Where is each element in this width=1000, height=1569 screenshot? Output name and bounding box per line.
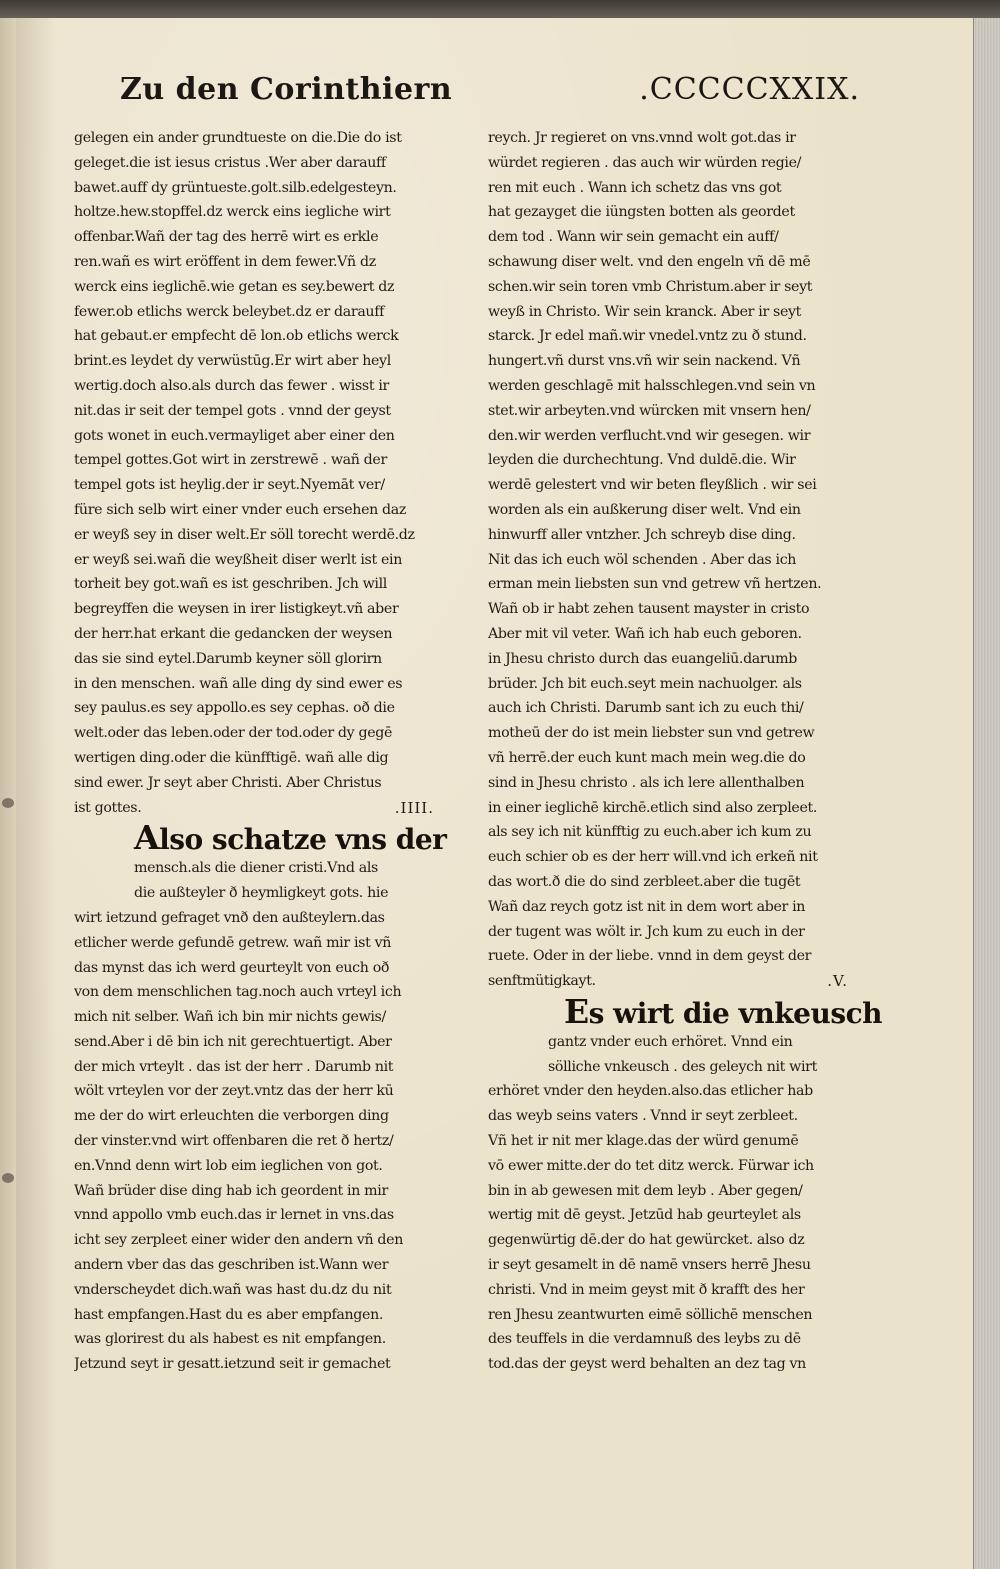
text-line: das wort.ð die do sind zerbleet.aber die tugēt bbox=[488, 873, 801, 890]
text-line: erhöret vnder den heyden.also.das etlicher hab bbox=[488, 1083, 813, 1100]
text-line: hat gebaut.er empfecht dē lon.ob etlichs werck bbox=[74, 328, 399, 345]
text-line: Wañ daz reych gotz ist nit in dem wort aber in bbox=[488, 898, 806, 915]
incipit-text: s wirt die vnkeusch bbox=[588, 996, 882, 1030]
text-line: Wañ brüder dise ding hab ich geordent in mir bbox=[74, 1182, 388, 1199]
text-line: brüder. Jch bit euch.seyt mein nachuolger. als bbox=[488, 675, 802, 692]
text-line: vñ herrē.der euch kunt mach mein weg.die do bbox=[488, 749, 806, 766]
text-line: schen.wir sein toren vmb Christum.aber ir seyt bbox=[488, 278, 813, 295]
text-line: Aber mit vil veter. Wañ ich hab euch geboren. bbox=[488, 625, 802, 642]
right-text-column bbox=[488, 126, 882, 1377]
page-fore-edge bbox=[973, 18, 1000, 1569]
text-line: etlicher werde gefundē getrew. wañ mir ist vñ bbox=[74, 934, 392, 951]
text-line: Jetzund seyt ir gesatt.ietzund seit ir gemachet bbox=[74, 1356, 391, 1373]
text-line: auch ich Christi. Darumb sant ich zu euch thi/ bbox=[488, 700, 804, 717]
indented-line: sölliche vnkeusch . des geleych nit wirt bbox=[548, 1058, 817, 1075]
text-line: hat gezayget die iüngsten botten als geordet bbox=[488, 204, 795, 221]
text-line: ruete. Oder in der liebe. vnnd in dem geyst der bbox=[488, 948, 812, 965]
text-line: motheū der do ist mein liebster sun vnd getrew bbox=[488, 725, 815, 742]
text-line: den.wir werden verflucht.vnd wir gesegen. wir bbox=[488, 427, 811, 444]
text-line: das weyb seins vaters . Vnnd ir seyt zerbleet. bbox=[488, 1108, 798, 1125]
incipit-text: lso schatze vns der bbox=[159, 823, 447, 857]
text-line: weyß in Christo. Wir sein kranck. Aber ir seyt bbox=[488, 303, 802, 320]
text-line: wertigen ding.oder die künfftigē. wañ alle dig bbox=[74, 749, 389, 766]
book-top-edge bbox=[0, 0, 1000, 20]
text-line: sind ewer. Jr seyt aber Christi. Aber Christus bbox=[74, 774, 382, 791]
text-line: ir seyt gesamelt in dē namē vnsers herrē Jhesu bbox=[488, 1257, 811, 1274]
left-text-column bbox=[74, 126, 447, 1377]
text-line: der herr.hat erkant die gedancken der weysen bbox=[74, 625, 393, 642]
text-line: Vñ het ir nit mer klage.das der würd genumē bbox=[488, 1133, 799, 1150]
text-line: hinwurff aller vntzher. Jch schreyb dise ding. bbox=[488, 526, 796, 543]
text-line: als sey ich nit künfftig zu euch.aber ich kum zu bbox=[488, 824, 812, 841]
text-line: er weyß sey in diser welt.Er söll torecht werdē.dz bbox=[74, 526, 415, 543]
text-line: werck eins ieglichē.wie getan es sey.bewert dz bbox=[74, 278, 395, 295]
text-line: mich nit selber. Wañ ich bin mir nichts gewis/ bbox=[74, 1009, 386, 1026]
text-line: gegenwürtig dē.der do hat gewürcket. also dz bbox=[488, 1232, 805, 1249]
text-line: des teuffels in die verdamnuß des leybs zu dē bbox=[488, 1331, 801, 1348]
margin-stain bbox=[2, 1173, 14, 1183]
folio-number: .CCCCCXXIX. bbox=[639, 72, 860, 107]
text-line: in den menschen. wañ alle ding dy sind ewer es bbox=[74, 675, 403, 692]
indented-line: mensch.als die diener cristi.Vnd als bbox=[134, 860, 378, 877]
text-line: stet.wir arbeyten.vnd würcken mit vnsern hen/ bbox=[488, 402, 811, 419]
text-line: schawung diser welt. vnd den engeln vñ dē mē bbox=[488, 253, 811, 270]
text-line: offenbar.Wañ der tag des herrē wirt es erkle bbox=[74, 229, 379, 246]
text-line: me der do wirt erleuchten die verborgen ding bbox=[74, 1108, 389, 1125]
chapter-number: .V. bbox=[827, 972, 848, 991]
text-line: nit.das ir seit der tempel gots . vnnd der geyst bbox=[74, 402, 391, 419]
text-line: wirt ietzund gefraget vnð den außteylern.das bbox=[74, 909, 385, 926]
text-line: send.Aber i dē bin ich nit gerechtuertigt. Aber bbox=[74, 1033, 392, 1050]
text-line: das sie sind eytel.Darumb keyner söll glorirn bbox=[74, 650, 382, 667]
running-head-title: Zu den Corinthiern bbox=[120, 72, 453, 107]
text-line: Wañ ob ir habt zehen tausent mayster in cristo bbox=[488, 601, 810, 618]
text-line: brint.es leydet dy verwüstūg.Er wirt aber heyl bbox=[74, 353, 391, 370]
initial-capital: E bbox=[564, 991, 589, 1031]
text-line: tempel gots ist heylig.der ir seyt.Nyemāt ver/ bbox=[74, 477, 385, 494]
text-line: starck. Jr edel mañ.wir vnedel.vntz zu ð stund. bbox=[488, 328, 807, 345]
chapter-closing-line bbox=[488, 969, 848, 994]
text-line: sey paulus.es sey appollo.es sey cephas. oð die bbox=[74, 700, 395, 717]
text-line: von dem menschlichen tag.noch auch vrteyl ich bbox=[74, 984, 402, 1001]
text-line: ren mit euch . Wann ich schetz das vns got bbox=[488, 179, 782, 196]
chapter-incipit bbox=[74, 818, 447, 858]
text-line: fewer.ob etlichs werck beleybet.dz er darauff bbox=[74, 303, 385, 320]
text-line: leyden die durchechtung. Vnd duldē.die. Wir bbox=[488, 452, 796, 469]
text-line: holtze.hew.stopffel.dz werck eins iegliche wirt bbox=[74, 204, 391, 221]
text-line: dem tod . Wann wir sein gemacht ein auff/ bbox=[488, 229, 779, 246]
text-line: der vinster.vnd wirt offenbaren die ret ð hertz/ bbox=[74, 1133, 394, 1150]
text-line: in einer ieglichē kirchē.etlich sind also zerpleet. bbox=[488, 799, 817, 816]
text-line: geleget.die ist iesus cristus .Wer aber darauff bbox=[74, 154, 386, 171]
text-line: Nit das ich euch wöl schenden . Aber das ich bbox=[488, 551, 797, 568]
text-line: füre sich selb wirt einer vnder euch ersehen daz bbox=[74, 501, 407, 518]
text-line: welt.oder das leben.oder der tod.oder dy gegē bbox=[74, 725, 393, 742]
text-line: das mynst das ich werd geurteylt von euch oð bbox=[74, 959, 390, 976]
text-line: tempel gottes.Got wirt in zerstrewē . wañ der bbox=[74, 452, 387, 469]
text-line: en.Vnnd denn wirt lob eim ieglichen von got. bbox=[74, 1157, 383, 1174]
text-line: reych. Jr regieret on vns.vnnd wolt got.das ir bbox=[488, 130, 796, 146]
text-line: der mich vrteylt . das ist der herr . Darumb nit bbox=[74, 1058, 394, 1075]
text-line: wertig mit dē geyst. Jetzūd hab geurteylet als bbox=[488, 1207, 801, 1224]
chapter-number: .IIII. bbox=[394, 798, 434, 817]
closing-text: senftmütigkayt. bbox=[488, 973, 596, 990]
running-head bbox=[120, 72, 860, 116]
text-line: gots wonet in euch.vermayliget aber einer den bbox=[74, 427, 395, 444]
text-line: in Jhesu christo durch das euangeliū.darumb bbox=[488, 650, 797, 667]
text-line: ren.wañ es wirt eröffent in dem fewer.Vñ dz bbox=[74, 253, 376, 270]
text-line: andern vber das das geschriben ist.Wann wer bbox=[74, 1257, 389, 1274]
text-line: bawet.auff dy grüntueste.golt.silb.edelgesteyn. bbox=[74, 179, 397, 196]
text-line: icht sey zerpleet einer wider den andern vñ den bbox=[74, 1232, 403, 1249]
chapter-closing-line bbox=[74, 796, 434, 821]
text-line: hast empfangen.Hast du es aber empfangen. bbox=[74, 1306, 384, 1323]
text-line: torheit bey got.wañ es ist geschriben. Jch will bbox=[74, 576, 387, 593]
text-line: werden geschlagē mit halsschlegen.vnd sein vn bbox=[488, 377, 816, 394]
chapter-incipit bbox=[488, 991, 882, 1031]
margin-stain bbox=[2, 798, 14, 808]
text-line: sind in Jhesu christo . als ich lere allenthalben bbox=[488, 774, 805, 791]
text-line: erman mein liebsten sun vnd getrew vñ hertzen. bbox=[488, 576, 822, 593]
text-line: tod.das der geyst werd behalten an dez tag vn bbox=[488, 1356, 806, 1373]
text-line: der tugent was wölt ir. Jch kum zu euch in der bbox=[488, 923, 805, 940]
text-line: würdet regieren . das auch wir würden regie/ bbox=[488, 154, 802, 171]
text-line: bin in ab gewesen mit dem leyb . Aber gegen/ bbox=[488, 1182, 803, 1199]
text-line: er weyß sei.wañ die weyßheit diser werlt ist ein bbox=[74, 551, 403, 568]
text-line: ren Jhesu zeantwurten eimē söllichē menschen bbox=[488, 1306, 813, 1323]
text-line: euch schier ob es der herr will.vnd ich erkeñ nit bbox=[488, 849, 818, 866]
closing-text: ist gottes. bbox=[74, 799, 142, 816]
text-line: christi. Vnd in meim geyst mit ð krafft des her bbox=[488, 1281, 805, 1298]
text-line: gelegen ein ander grundtueste on die.Die do ist bbox=[74, 130, 402, 146]
indented-line: gantz vnder euch erhöret. Vnnd ein bbox=[548, 1033, 793, 1050]
text-line: werdē gelestert vnd wir beten fleyßlich . wir sei bbox=[488, 477, 817, 494]
initial-capital: A bbox=[134, 818, 160, 858]
text-line: vō ewer mitte.der do tet ditz werck. Fürwar ich bbox=[488, 1157, 814, 1174]
text-line: wertig.doch also.als durch das fewer . wisst ir bbox=[74, 377, 389, 394]
text-line: hungert.vñ durst vns.vñ wir sein nackend. Vñ bbox=[488, 353, 801, 370]
text-line: wölt vrteylen vor der zeyt.vntz das der herr kū bbox=[74, 1083, 394, 1100]
text-line: worden als ein außkerung diser welt. Vnd ein bbox=[488, 501, 801, 518]
text-line: begreyffen die weysen in irer listigkeyt.vñ aber bbox=[74, 601, 399, 618]
text-line: was glorirest du als habest es nit empfangen. bbox=[74, 1331, 386, 1348]
text-line: vnnd appollo vmb euch.das ir lernet in vns.das bbox=[74, 1207, 394, 1224]
text-line: vnderscheydet dich.wañ was hast du.dz du nit bbox=[74, 1281, 392, 1298]
indented-line: die außteyler ð heymligkeyt gots. hie bbox=[134, 885, 389, 902]
